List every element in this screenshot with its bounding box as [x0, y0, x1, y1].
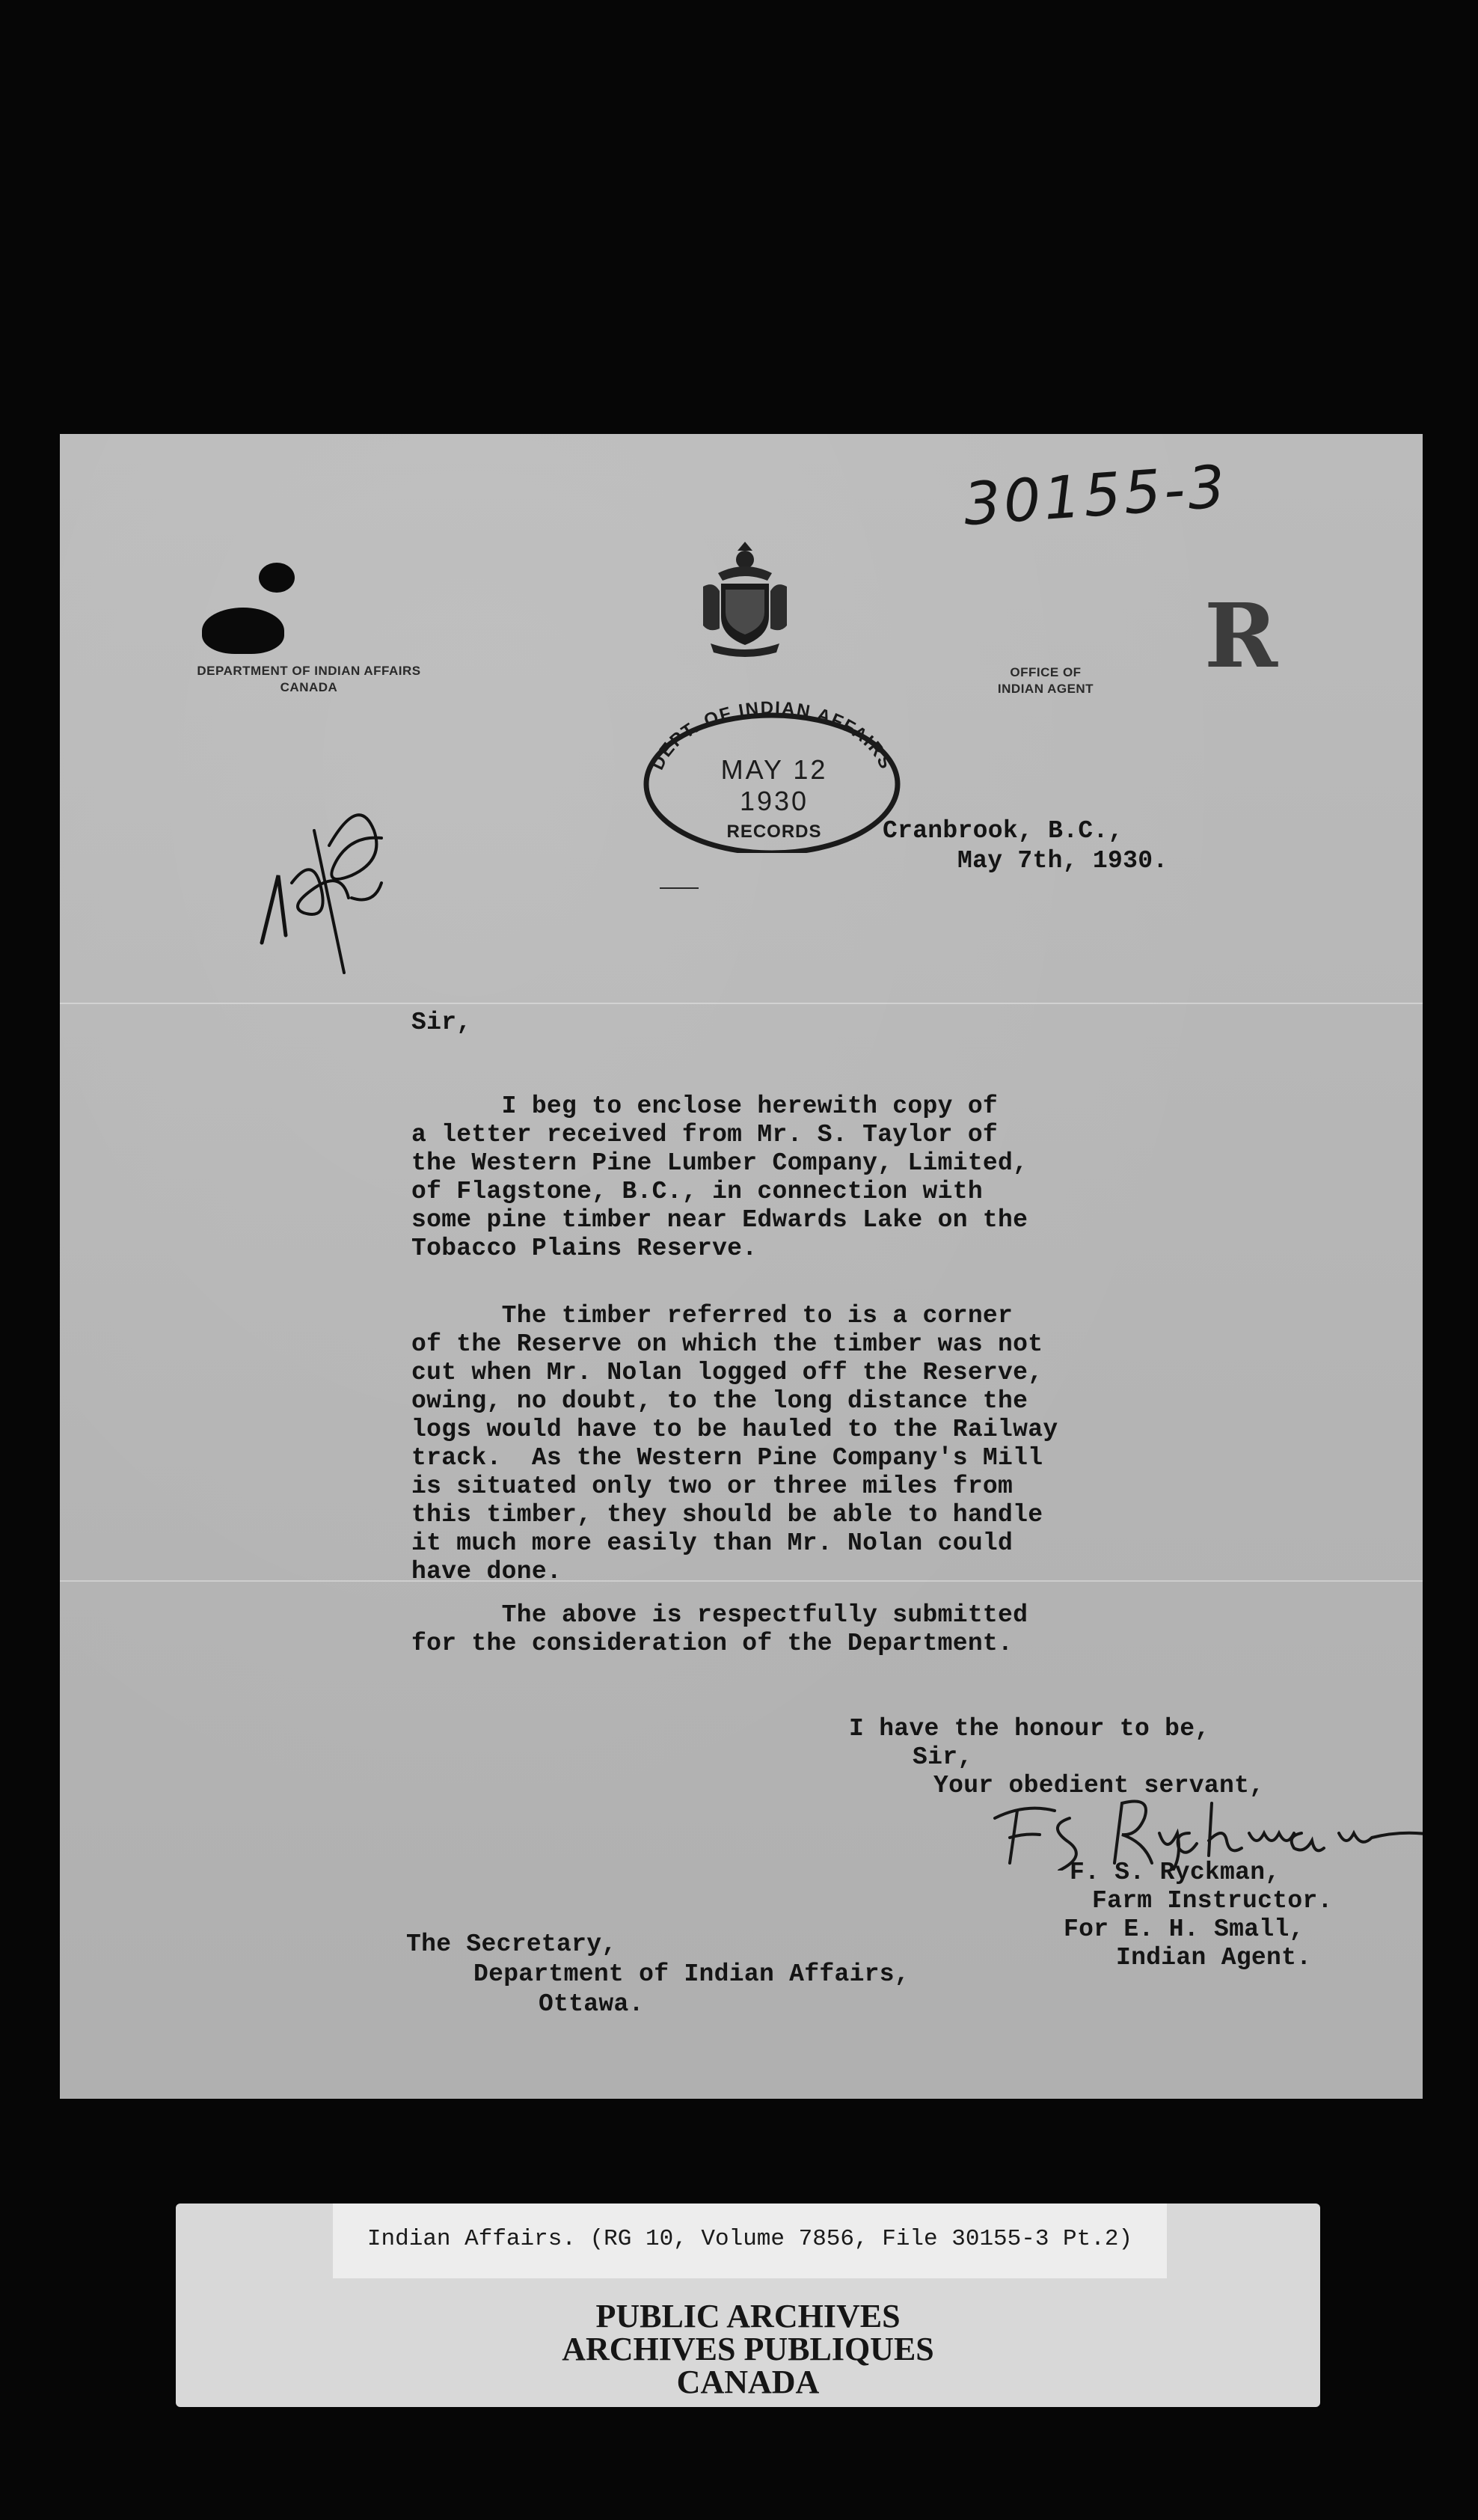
body-paragraph-2: The timber referred to is a corner of the Reserve on which the timber was not cut when Mr. Nolan logged off the Reserve, owing, no doubt, to the long distance the logs would have to be hauled to the Railway track. As the Western Pine Company's Mill is situated only two or three miles from this timber, they should be able to handle it much more easily than Mr. Nolan could have done.: [411, 1302, 1058, 1585]
addressee-line-2: Department of Indian Affairs,: [473, 1960, 910, 1988]
letter-sheet: [60, 434, 1423, 2099]
signatory-agent-title: Indian Agent.: [1116, 1944, 1312, 1972]
signatory-name: F. S. Ryckman,: [1070, 1859, 1281, 1886]
addressee-line-1: The Secretary,: [406, 1930, 617, 1958]
letter-date: May 7th, 1930.: [957, 847, 1168, 875]
signatory-for: For E. H. Small,: [1064, 1915, 1304, 1943]
department-name: DEPARTMENT OF INDIAN AFFAIRS: [197, 664, 421, 678]
file-number-annotation: 30155-3: [961, 453, 1230, 539]
rule-mark: [660, 887, 699, 889]
punch-hole: [202, 608, 284, 654]
office-heading: [971, 664, 1120, 697]
archive-country: CANADA: [676, 2364, 820, 2400]
department-heading: [185, 663, 432, 696]
archive-reference-strip: [333, 2204, 1167, 2278]
fold-line: [60, 1003, 1423, 1004]
royal-coat-of-arms-icon: [696, 537, 794, 661]
body-paragraph-1: I beg to enclose herewith copy of a letter received from Mr. S. Taylor of the Western Pine Lumber Company, Limited, of Flagstone, B.C., in connection with some pine timber near Edwards Lake on the Tobacco Plains Reserve.: [411, 1092, 1028, 1262]
archive-name-english: PUBLIC ARCHIVES: [595, 2298, 901, 2334]
addressee-line-3: Ottawa.: [539, 1990, 644, 2018]
closing-line-2: Sir,: [913, 1743, 973, 1771]
signatory-title: Farm Instructor.: [1092, 1887, 1333, 1915]
letter-place: Cranbrook, B.C.,: [883, 817, 1123, 845]
department-country: CANADA: [280, 680, 338, 694]
stamp-date: MAY 12 1930: [720, 754, 828, 816]
office-line-1: OFFICE OF: [1010, 665, 1082, 679]
body-paragraph-3: The above is respectfully submitted for the consideration of the Department.: [411, 1601, 1028, 1657]
archive-reference: Indian Affairs. (RG 10, Volume 7856, File 30155-3 Pt.2): [367, 2226, 1133, 2252]
stamp-records-label: RECORDS: [726, 822, 822, 842]
closing-line-1: I have the honour to be,: [849, 1715, 1210, 1743]
handwritten-initials-icon: [232, 786, 426, 984]
punch-hole: [259, 563, 295, 593]
office-line-2: INDIAN AGENT: [997, 682, 1094, 696]
registered-mark: R: [1204, 584, 1278, 688]
archive-label-card: [176, 2204, 1320, 2407]
stamp-arc-text: DEPT. OF INDIAN AFFAIRS: [647, 697, 897, 774]
archive-name-french: ARCHIVES PUBLIQUES: [562, 2331, 934, 2367]
salutation: Sir,: [411, 1009, 472, 1036]
closing-line-3: Your obedient servant,: [933, 1772, 1265, 1799]
